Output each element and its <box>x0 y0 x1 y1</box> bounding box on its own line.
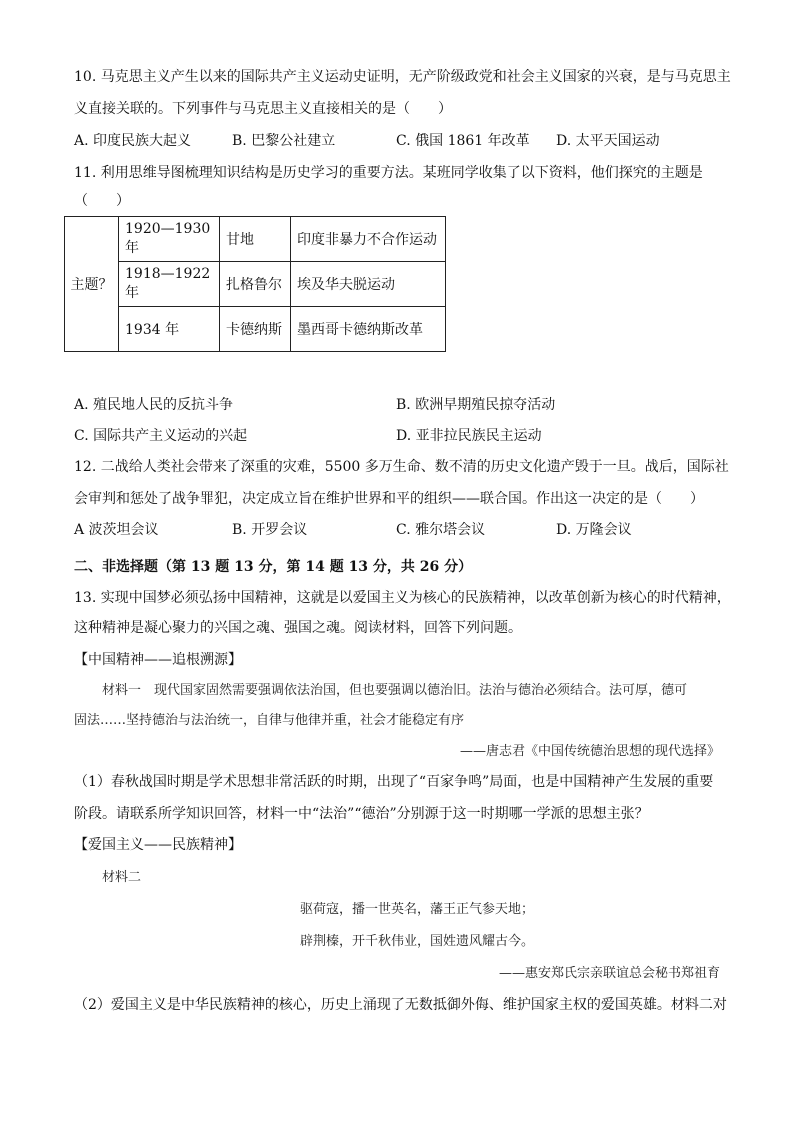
q13-part1-line2: 阶段。请联系所学知识回答，材料一中“法治”“德治”分别源于这一时期哪一学派的思想主张？ <box>74 806 649 822</box>
material1-line1: 材料一 现代国家固然需要强调依法治国，但也要强调以德治旧。法治与德治必须结合。法可厚，德可 <box>102 683 688 698</box>
table-person-cell: 扎格鲁尔 <box>220 262 291 307</box>
q11-option-d: D. 亚非拉民族民主运动 <box>396 428 542 444</box>
q11-table <box>64 216 446 352</box>
material1-source: ——唐志君《中国传统德治思想的现代选择》 <box>459 744 720 759</box>
q12-option-c: C. 雅尔塔会议 <box>396 522 486 538</box>
poem-line1: 驱荷寇，播一世英名，藩王正气参天地； <box>300 902 535 917</box>
table-event-cell: 墨西哥卡德纳斯改革 <box>291 307 446 352</box>
q13-stem-line1: 13. 实现中国梦必须弘扬中国精神，这就是以爱国主义为核心的民族精神，以改革创新为核心的时代精神， <box>74 590 731 606</box>
q10-option-d: D. 太平天国运动 <box>556 133 660 149</box>
section-heading: 二、非选择题（第 13 题 13 分，第 14 题 13 分，共 26 分） <box>74 559 473 575</box>
q10-stem-line2: 义直接关联的。下列事件与马克思主义直接相关的是（ ） <box>74 101 452 117</box>
table-year-cell: 1934 年 <box>119 307 220 352</box>
q13-part1-line1: （1）春秋战国时期是学术思想非常活跃的时期，出现了“百家争鸣”局面，也是中国精神产生发展的重要 <box>74 774 714 790</box>
q11-stem-line1: 11. 利用思维导图梳理知识结构是历史学习的重要方法。某班同学收集了以下资料，他们探究的主题是 <box>74 165 703 181</box>
material2-source: ——惠安郑氏宗亲联谊总会秘书郑祖育 <box>498 966 720 981</box>
q10-option-a: A. 印度民族大起义 <box>74 133 192 149</box>
material1-line2: 固法……坚持德治与法治统一，自律与他律并重，社会才能稳定有序 <box>74 713 465 728</box>
q10-option-c: C. 俄国 1861 年改革 <box>396 133 530 149</box>
q11-option-b: B. 欧洲早期殖民掠夺活动 <box>396 397 556 413</box>
q12-stem-line1: 12. 二战给人类社会带来了深重的灾难，5500 多万生命、数不清的历史文化遗产毁于一旦。战后，国际社 <box>74 459 729 475</box>
q12-option-d: D. 万隆会议 <box>556 522 632 538</box>
table-year-cell: 1918—1922 年 <box>119 262 220 307</box>
q11-stem-line2: （ ） <box>74 193 130 209</box>
q11-option-a: A. 殖民地人民的反抗斗争 <box>74 397 234 413</box>
q10-stem-line1: 10. 马克思主义产生以来的国际共产主义运动史证明，无产阶级政党和社会主义国家的兴衰，是与马克思主 <box>74 69 731 85</box>
q13-stem-line2: 这种精神是凝心聚力的兴国之魂、强国之魂。阅读材料，回答下列问题。 <box>74 620 522 636</box>
q10-option-b: B. 巴黎公社建立 <box>232 133 336 149</box>
q12-option-a: A 波茨坦会议 <box>74 522 159 538</box>
q13-part2-line1: （2）爱国主义是中华民族精神的核心，历史上涌现了无数抵御外侮、维护国家主权的爱国英雄。材料二对 <box>74 997 727 1013</box>
table-person-cell: 卡德纳斯 <box>220 307 291 352</box>
q11-option-c: C. 国际共产主义运动的兴起 <box>74 428 248 444</box>
table-event-cell: 印度非暴力不合作运动 <box>291 217 446 262</box>
table-person-cell: 甘地 <box>220 217 291 262</box>
poem-line2: 辟荆榛，开千秋伟业，国姓遗风耀古今。 <box>300 934 535 949</box>
table-year-cell: 1920—1930 年 <box>119 217 220 262</box>
material2-label: 材料二 <box>102 870 142 885</box>
subsection-heading: 【中国精神——追根溯源】 <box>74 652 242 668</box>
q12-stem-line2: 会审判和惩处了战争罪犯，决定成立旨在维护世界和平的组织——联合国。作出这一决定的是（ ） <box>74 491 704 507</box>
subsection-heading: 【爱国主义——民族精神】 <box>74 837 242 853</box>
q12-option-b: B. 开罗会议 <box>232 522 308 538</box>
table-event-cell: 埃及华夫脱运动 <box>291 262 446 307</box>
table-topic-cell: 主题？ <box>65 217 119 352</box>
